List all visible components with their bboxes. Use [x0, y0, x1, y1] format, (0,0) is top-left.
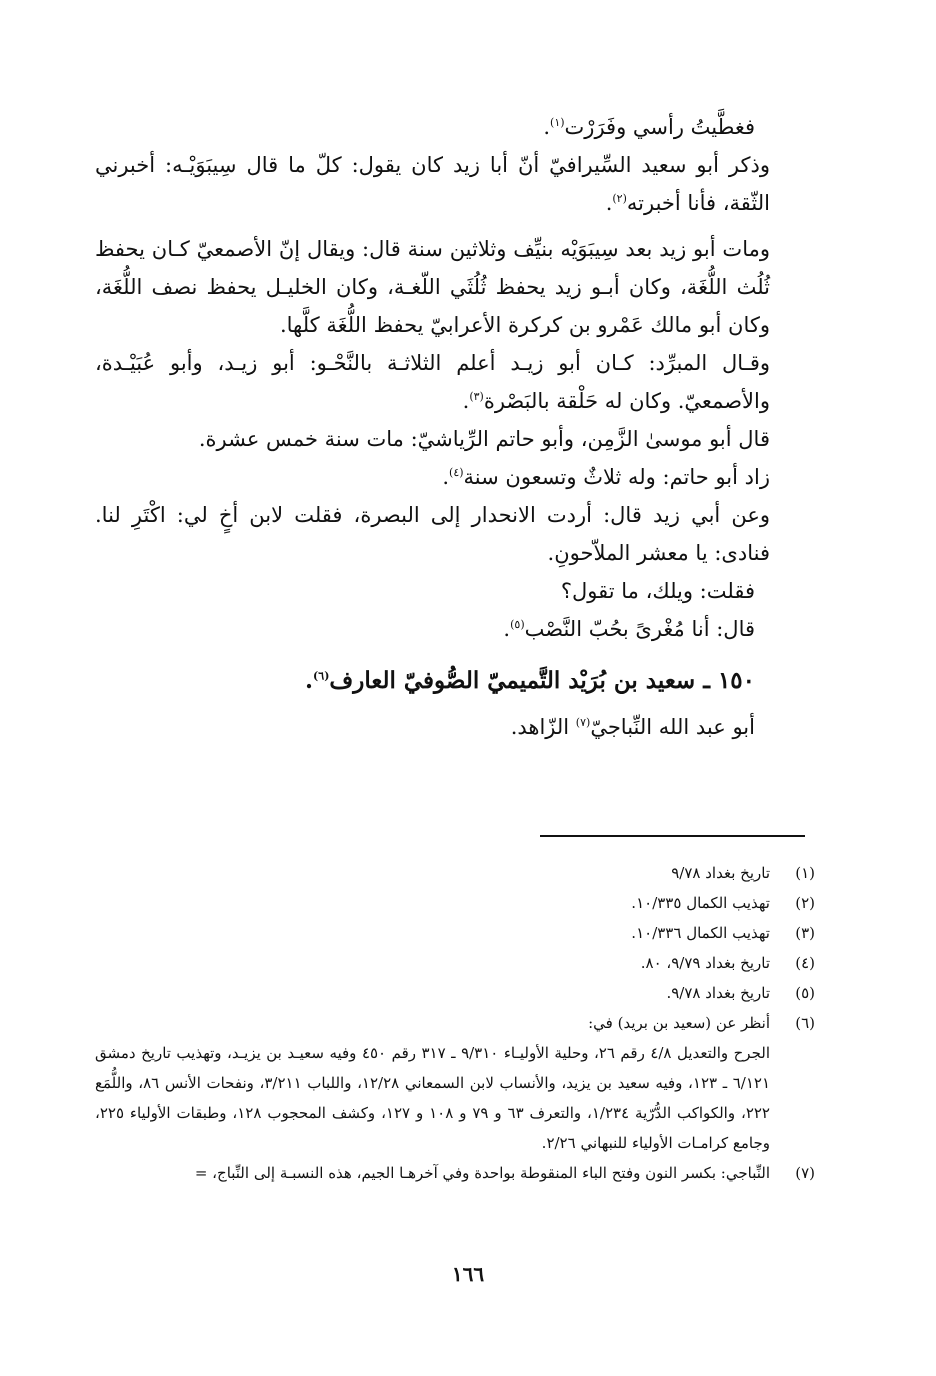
footnote-number: (٢) — [795, 894, 815, 912]
footnote — [95, 1158, 815, 1188]
text: . — [462, 389, 470, 413]
paragraph — [95, 108, 815, 146]
footnote-continuation: الجرح والتعديل ٤/٨ رقم ٢٦، وحلية الأوليـاء ٩/٣١٠ ـ ٣١٧ رقم ٤٥٠ وفيه سعيـد بن يزيـد، وتهذيب تاريخ دمشق ٦/١٢١ ـ ١٢٣، وفيه سعيد بن يزيد، والأنساب لابن السمعاني ١٢/٢٨، واللباب ٣/٢١١، ونفحات الأنس ٨٦، واللُّمَع ٢٢٢، والكواكب الدُّرّية ١/٢٣٤، والتعرف ٦٣ و ٧٩ و ١٠٨ و ١٢٧، وكشف المحجوب ١٢٨، وطبقات الأولياء ٢٢٥، وجامع كرامـات الأولياء للنبهاني ٢/٢٦. — [95, 1044, 771, 1152]
footnote-ref: (٧) — [575, 716, 591, 729]
text: . — [605, 191, 613, 215]
text: قال أبو موسىٰ الزَّمِن، وأبو حاتم الرِّياشيّ: مات سنة خمس عشرة. — [198, 427, 770, 451]
footnote-ref: (٢) — [612, 192, 627, 205]
paragraph — [95, 146, 815, 222]
text: . — [305, 667, 314, 694]
footnote-text: أنظر عن (سعيد بن بريد) في: — [588, 1014, 770, 1032]
text: وعن أبي زيد قال: أردت الانحدار إلى البصرة، فقلت لابن أخٍ لي: اكْتَرِ لنا. فنادى: يا معشر الملاّحونِ. — [95, 503, 770, 565]
footnote — [95, 858, 815, 888]
text: . — [503, 617, 511, 641]
text: فقلت: ويلك، ما تقول؟ — [560, 579, 755, 603]
footnote-separator — [540, 835, 805, 837]
footnote — [95, 948, 815, 978]
main-text — [95, 108, 815, 746]
text: قال: أنا مُغْرىً بحُبّ النَّصْب — [524, 617, 755, 641]
paragraph — [95, 610, 815, 648]
page-number: ١٦٦ — [451, 1262, 485, 1286]
footnote-ref: (٤) — [449, 466, 464, 479]
paragraph — [95, 572, 815, 610]
text: وقـال المبرِّد: كـان أبو زيـد أعلم الثلاثـة بالنَّحْـو: أبو زيـد، وأبو عُبَيْـدة، والأصمعيّ. وكان له حَلْقة بالبَصْرة — [95, 351, 770, 413]
text: أبو عبد الله النِّباجيّ — [590, 715, 755, 739]
entry-heading — [95, 662, 815, 700]
footnote-number: (٦) — [795, 1014, 815, 1032]
footnote-ref: (٣) — [469, 390, 484, 403]
footnote-text: تاريخ بغداد ٩/٧٨. — [666, 984, 770, 1002]
paragraph — [95, 496, 815, 572]
text: فغطَّيتُ رأسي وفَرَرْت — [564, 115, 755, 139]
paragraph — [95, 344, 815, 420]
text: وذكر أبو سعيد السِّيرافيّ أنّ أبا زيد كان يقول: كلّ ما قال سِيبَوَيْـه: أخبرني الثّقة، فأنا أخبرته — [95, 153, 770, 215]
paragraph — [95, 230, 815, 344]
footnote-number: (٥) — [795, 984, 815, 1002]
footnote-ref: (٦) — [313, 669, 330, 683]
text: . — [442, 465, 450, 489]
paragraph — [95, 708, 815, 746]
paragraph — [95, 420, 815, 458]
footnote-ref: (١) — [550, 116, 565, 129]
text: زاد أبو حاتم: وله ثلاثٌ وتسعون سنة — [463, 465, 770, 489]
footnote-text: تهذيب الكمال ١٠/٣٣٦. — [631, 924, 770, 942]
footnote — [95, 888, 815, 918]
footnote-text: تاريخ بغداد ٩/٧٩، ٨٠. — [640, 954, 770, 972]
footnote — [95, 1008, 815, 1038]
paragraph — [95, 458, 815, 496]
footnote — [95, 918, 815, 948]
footnote-number: (١) — [795, 864, 815, 882]
footnote-number: (٣) — [795, 924, 815, 942]
footnote-number: (٧) — [795, 1164, 815, 1182]
footnote — [95, 978, 815, 1008]
footnote-ref: (٥) — [510, 618, 525, 631]
heading-text: ١٥٠ ـ سعيد بن بُرَيْد التَّميميّ الصُّوفيّ العارف — [329, 667, 755, 694]
footnote-text: تاريخ بغداد ٩/٧٨ — [671, 864, 770, 882]
footnote-text: النِّباجي: بكسر النون وفتح الباء المنقوطة بواحدة وفي آخرهـا الجيم، هذه النسبـة إلى النِّباج، = — [194, 1164, 770, 1182]
text: . — [543, 115, 551, 139]
footnote-number: (٤) — [795, 954, 815, 972]
text: ومات أبو زيد بعد سِيبَوَيْه بنيِّف وثلاثين سنة قال: ويقال إنّ الأصمعيّ كـان يحفظ ثُلُث اللُّغَة، وكان أبـو زيد يحفظ ثُلُثَي اللّغـة، وكان الخليـل يحفظ نصف اللُّغَة، وكان أبو مالك عَمْرو بن كركرة الأعرابيّ يحفظ اللُّغَة كلَّها. — [95, 237, 770, 337]
text: الزّاهد. — [510, 715, 576, 739]
footnote-text: تهذيب الكمال ١٠/٣٣٥. — [631, 894, 770, 912]
footnotes — [95, 858, 815, 1188]
